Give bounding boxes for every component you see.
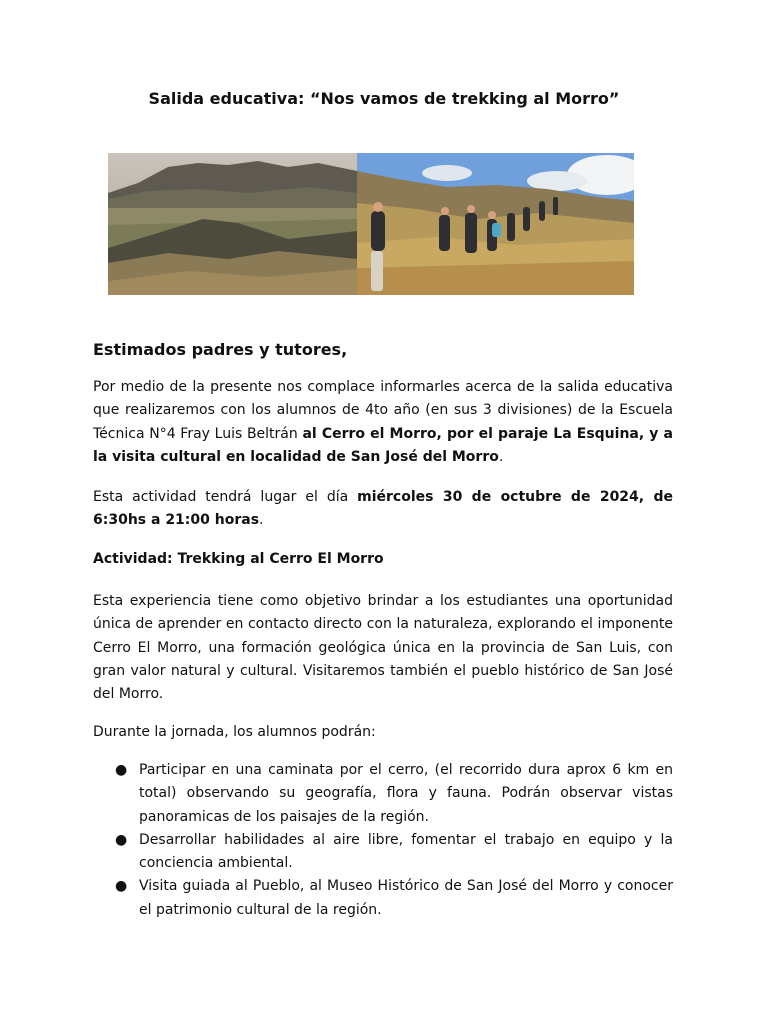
activities-list <box>93 759 673 922</box>
intro-paragraph <box>93 376 673 469</box>
list-item-text: Visita guiada al Pueblo, al Museo Histórico de San José del Morro y conocer el patrimonio cultural de la región. <box>139 878 673 918</box>
date-paragraph <box>93 486 673 533</box>
intro-destination: al Cerro el Morro, por el paraje La Esquina, y a la visita cultural en localidad de San José del Morro <box>93 425 673 465</box>
date-value: miércoles 30 de octubre de 2024, de 6:30hs a 21:00 horas <box>93 489 673 529</box>
document-title: Salida educativa: “Nos vamos de trekking al Morro” <box>148 89 620 108</box>
bullet-icon: ● <box>115 831 128 848</box>
list-item-text: Participar en una caminata por el cerro, (el recorrido dura aprox 6 km en total) observando su geografía, flora y fauna. Podrán observar vistas panoramicas de los paisajes de la región. <box>139 762 673 825</box>
hikers-trail-photo <box>357 153 634 295</box>
intro-period: . <box>498 448 504 465</box>
date-period: . <box>259 512 264 529</box>
activity-heading: Actividad: Trekking al Cerro El Morro <box>93 551 384 567</box>
list-item <box>93 829 673 876</box>
list-item <box>93 875 673 922</box>
bullet-icon: ● <box>115 762 128 778</box>
objective-paragraph: Esta experiencia tiene como objetivo brindar a los estudiantes una oportunidad única de aprender en contacto directo con la naturaleza, explorando el imponente Cerro El Morro, una formación geológica única en la provincia de San Luis, con gran valor natural y cultural. Visitaremos también el pueblo histórico de San José del Morro. <box>93 593 673 703</box>
mountain-landscape-photo <box>108 153 357 295</box>
bullet-icon: ● <box>115 878 128 895</box>
activities-intro: Durante la jornada, los alumnos podrán: <box>93 724 376 740</box>
list-item-text: Desarrollar habilidades al aire libre, fomentar el trabajo en equipo y la conciencia ambiental. <box>139 831 673 872</box>
date-text: Esta actividad tendrá lugar el día <box>93 489 358 505</box>
list-item <box>93 759 673 829</box>
greeting: Estimados padres y tutores, <box>93 340 348 359</box>
intro-text: Por medio de la presente nos complace informarles acerca de la salida educativa que realizaremos con los alumnos de 4to año (en sus 3 divisiones) de la Escuela Técnica N°4 Fray Luis Beltrán <box>93 379 673 442</box>
